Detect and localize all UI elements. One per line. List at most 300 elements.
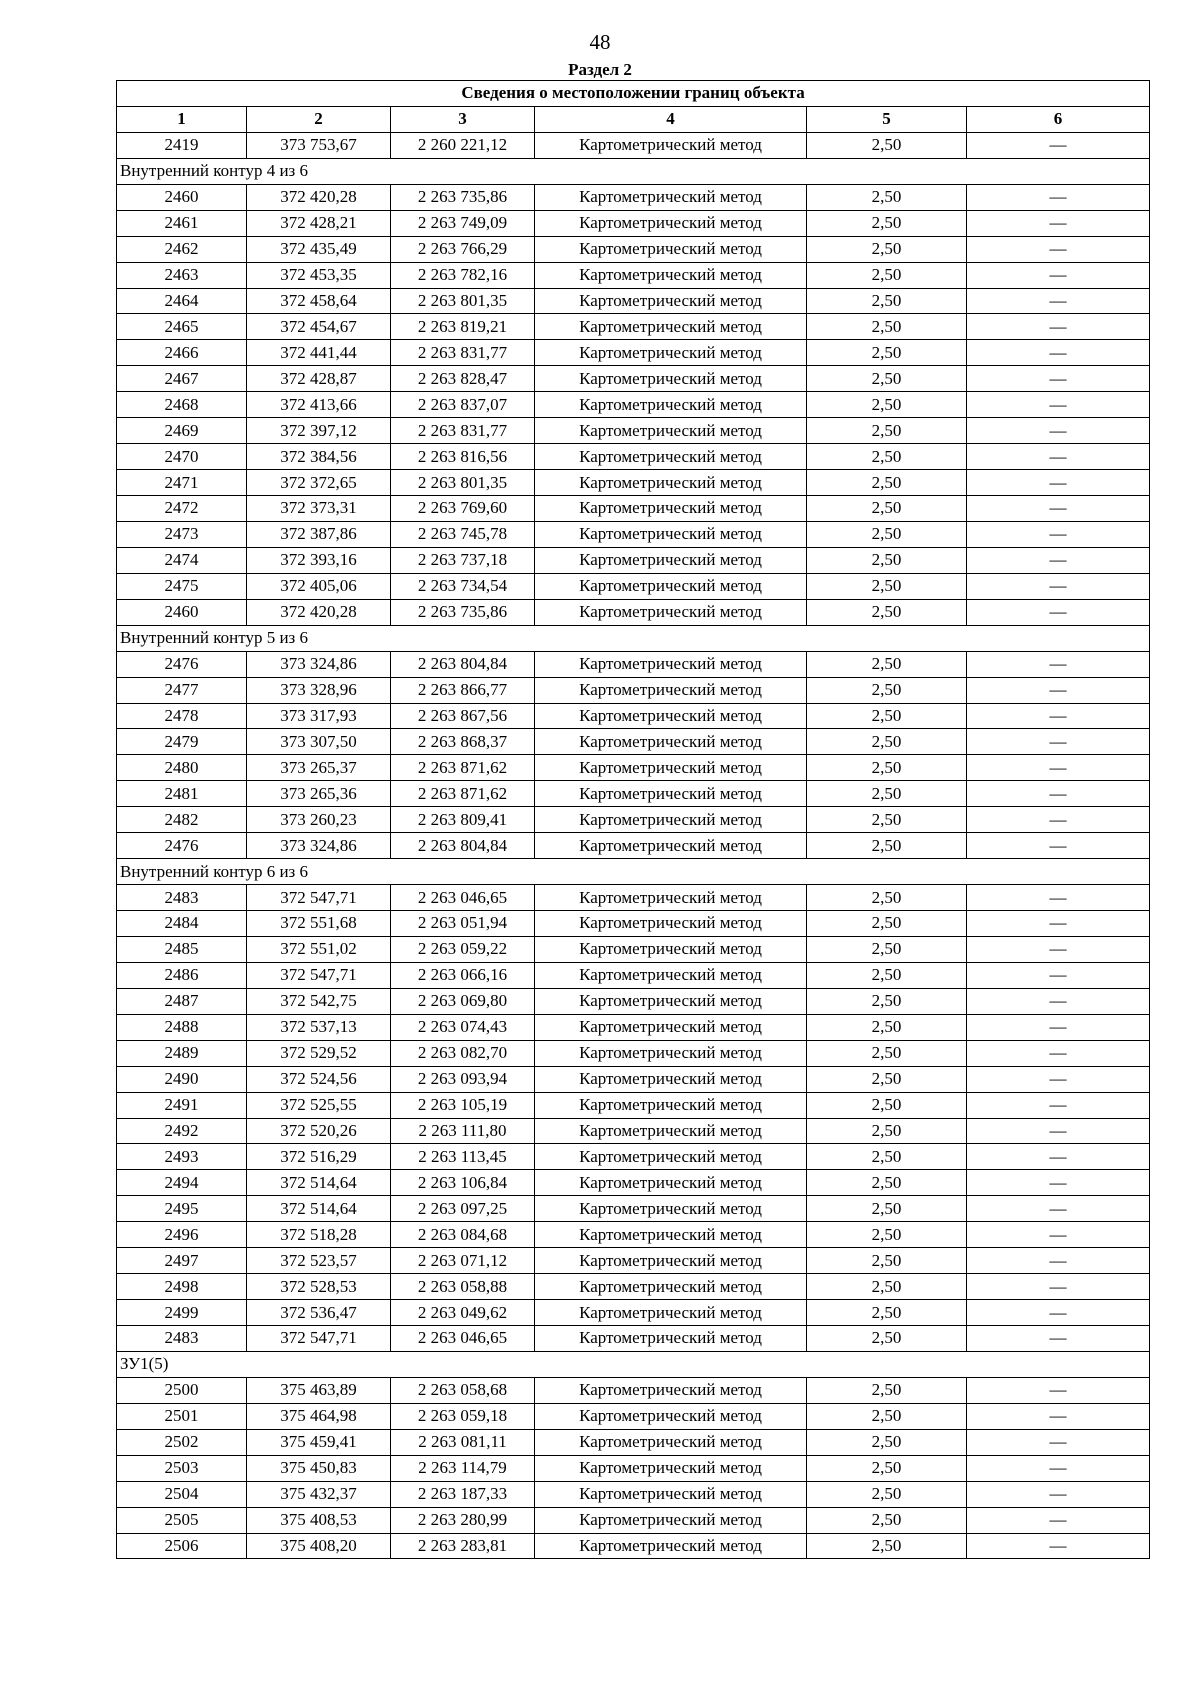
description-cell: — [967,521,1150,547]
point-number-cell: 2502 [117,1429,247,1455]
y-coordinate-cell: 2 260 221,12 [391,132,535,158]
table-row [117,1429,1150,1455]
table-caption-row [117,81,1150,107]
description-cell: — [967,470,1150,496]
y-coordinate-cell: 2 263 735,86 [391,184,535,210]
column-header: 5 [807,106,967,132]
accuracy-cell: 2,50 [807,470,967,496]
contour-group-label: Внутренний контур 6 из 6 [117,859,1150,885]
method-cell: Картометрический метод [535,1455,807,1481]
table-row [117,962,1150,988]
x-coordinate-cell: 372 393,16 [247,547,391,573]
x-coordinate-cell: 372 524,56 [247,1066,391,1092]
point-number-cell: 2464 [117,288,247,314]
x-coordinate-cell: 373 324,86 [247,833,391,859]
x-coordinate-cell: 372 514,64 [247,1196,391,1222]
y-coordinate-cell: 2 263 737,18 [391,547,535,573]
accuracy-cell: 2,50 [807,444,967,470]
point-number-cell: 2465 [117,314,247,340]
description-cell: — [967,444,1150,470]
method-cell: Картометрический метод [535,1429,807,1455]
y-coordinate-cell: 2 263 766,29 [391,236,535,262]
table-row [117,833,1150,859]
y-coordinate-cell: 2 263 114,79 [391,1455,535,1481]
table-row [117,132,1150,158]
contour-group-label: ЗУ1(5) [117,1351,1150,1377]
point-number-cell: 2505 [117,1507,247,1533]
y-coordinate-cell: 2 263 059,18 [391,1403,535,1429]
table-row [117,210,1150,236]
method-cell: Картометрический метод [535,340,807,366]
description-cell: — [967,1196,1150,1222]
description-cell: — [967,703,1150,729]
table-row [117,366,1150,392]
method-cell: Картометрический метод [535,444,807,470]
point-number-cell: 2491 [117,1092,247,1118]
y-coordinate-cell: 2 263 769,60 [391,496,535,522]
table-row [117,1248,1150,1274]
table-row [117,288,1150,314]
table-row [117,470,1150,496]
method-cell: Картометрический метод [535,1533,807,1559]
y-coordinate-cell: 2 263 819,21 [391,314,535,340]
method-cell: Картометрический метод [535,729,807,755]
table-row [117,807,1150,833]
method-cell: Картометрический метод [535,1274,807,1300]
table-row [117,1170,1150,1196]
method-cell: Картометрический метод [535,1118,807,1144]
y-coordinate-cell: 2 263 871,62 [391,781,535,807]
description-cell: — [967,236,1150,262]
accuracy-cell: 2,50 [807,755,967,781]
y-coordinate-cell: 2 263 113,45 [391,1144,535,1170]
x-coordinate-cell: 372 441,44 [247,340,391,366]
method-cell: Картометрический метод [535,677,807,703]
y-coordinate-cell: 2 263 093,94 [391,1066,535,1092]
accuracy-cell: 2,50 [807,1455,967,1481]
table-row [117,1274,1150,1300]
description-cell: — [967,1092,1150,1118]
description-cell: — [967,262,1150,288]
method-cell: Картометрический метод [535,833,807,859]
y-coordinate-cell: 2 263 831,77 [391,340,535,366]
accuracy-cell: 2,50 [807,547,967,573]
description-cell: — [967,288,1150,314]
table-row [117,1014,1150,1040]
point-number-cell: 2482 [117,807,247,833]
point-number-cell: 2468 [117,392,247,418]
x-coordinate-cell: 373 260,23 [247,807,391,833]
x-coordinate-cell: 375 432,37 [247,1481,391,1507]
accuracy-cell: 2,50 [807,885,967,911]
x-coordinate-cell: 372 529,52 [247,1040,391,1066]
x-coordinate-cell: 372 536,47 [247,1300,391,1326]
table-row [117,496,1150,522]
x-coordinate-cell: 373 753,67 [247,132,391,158]
y-coordinate-cell: 2 263 749,09 [391,210,535,236]
method-cell: Картометрический метод [535,184,807,210]
x-coordinate-cell: 372 547,71 [247,1326,391,1352]
description-cell: — [967,184,1150,210]
point-number-cell: 2478 [117,703,247,729]
table-header-row [117,106,1150,132]
table-row [117,1300,1150,1326]
y-coordinate-cell: 2 263 046,65 [391,1326,535,1352]
y-coordinate-cell: 2 263 082,70 [391,1040,535,1066]
point-number-cell: 2419 [117,132,247,158]
method-cell: Картометрический метод [535,885,807,911]
accuracy-cell: 2,50 [807,1066,967,1092]
description-cell: — [967,755,1150,781]
accuracy-cell: 2,50 [807,911,967,937]
description-cell: — [967,729,1150,755]
y-coordinate-cell: 2 263 081,11 [391,1429,535,1455]
accuracy-cell: 2,50 [807,1274,967,1300]
y-coordinate-cell: 2 263 071,12 [391,1248,535,1274]
x-coordinate-cell: 372 397,12 [247,418,391,444]
y-coordinate-cell: 2 263 816,56 [391,444,535,470]
y-coordinate-cell: 2 263 046,65 [391,885,535,911]
column-header: 1 [117,106,247,132]
y-coordinate-cell: 2 263 283,81 [391,1533,535,1559]
table-row [117,1222,1150,1248]
point-number-cell: 2477 [117,677,247,703]
method-cell: Картометрический метод [535,470,807,496]
point-number-cell: 2460 [117,599,247,625]
point-number-cell: 2496 [117,1222,247,1248]
method-cell: Картометрический метод [535,418,807,444]
y-coordinate-cell: 2 263 049,62 [391,1300,535,1326]
description-cell: — [967,392,1150,418]
accuracy-cell: 2,50 [807,288,967,314]
table-row [117,703,1150,729]
table-row [117,677,1150,703]
x-coordinate-cell: 372 547,71 [247,962,391,988]
contour-group-label: Внутренний контур 5 из 6 [117,625,1150,651]
description-cell: — [967,936,1150,962]
table-row [117,236,1150,262]
accuracy-cell: 2,50 [807,573,967,599]
table-row [117,573,1150,599]
description-cell: — [967,1040,1150,1066]
x-coordinate-cell: 372 428,87 [247,366,391,392]
column-header: 3 [391,106,535,132]
point-number-cell: 2461 [117,210,247,236]
table-row [117,262,1150,288]
description-cell: — [967,1533,1150,1559]
description-cell: — [967,988,1150,1014]
method-cell: Картометрический метод [535,1144,807,1170]
point-number-cell: 2490 [117,1066,247,1092]
method-cell: Картометрический метод [535,807,807,833]
table-row [117,1118,1150,1144]
accuracy-cell: 2,50 [807,599,967,625]
accuracy-cell: 2,50 [807,418,967,444]
description-cell: — [967,1403,1150,1429]
y-coordinate-cell: 2 263 059,22 [391,936,535,962]
description-cell: — [967,1066,1150,1092]
method-cell: Картометрический метод [535,392,807,418]
x-coordinate-cell: 372 547,71 [247,885,391,911]
method-cell: Картометрический метод [535,988,807,1014]
accuracy-cell: 2,50 [807,184,967,210]
y-coordinate-cell: 2 263 735,86 [391,599,535,625]
point-number-cell: 2492 [117,1118,247,1144]
y-coordinate-cell: 2 263 837,07 [391,392,535,418]
point-number-cell: 2499 [117,1300,247,1326]
method-cell: Картометрический метод [535,262,807,288]
description-cell: — [967,1248,1150,1274]
table-row [117,1533,1150,1559]
accuracy-cell: 2,50 [807,1326,967,1352]
x-coordinate-cell: 372 514,64 [247,1170,391,1196]
accuracy-cell: 2,50 [807,132,967,158]
accuracy-cell: 2,50 [807,1222,967,1248]
column-header: 6 [967,106,1150,132]
method-cell: Картометрический метод [535,1092,807,1118]
table-row [117,1403,1150,1429]
point-number-cell: 2504 [117,1481,247,1507]
description-cell: — [967,1274,1150,1300]
table-row [117,521,1150,547]
column-header: 2 [247,106,391,132]
accuracy-cell: 2,50 [807,807,967,833]
description-cell: — [967,418,1150,444]
description-cell: — [967,1118,1150,1144]
method-cell: Картометрический метод [535,496,807,522]
x-coordinate-cell: 372 528,53 [247,1274,391,1300]
accuracy-cell: 2,50 [807,262,967,288]
accuracy-cell: 2,50 [807,833,967,859]
method-cell: Картометрический метод [535,1196,807,1222]
section-title: Раздел 2 [568,60,632,79]
point-number-cell: 2473 [117,521,247,547]
x-coordinate-cell: 372 454,67 [247,314,391,340]
x-coordinate-cell: 375 459,41 [247,1429,391,1455]
method-cell: Картометрический метод [535,1170,807,1196]
table-row [117,885,1150,911]
method-cell: Картометрический метод [535,599,807,625]
description-cell: — [967,314,1150,340]
method-cell: Картометрический метод [535,236,807,262]
accuracy-cell: 2,50 [807,703,967,729]
description-cell: — [967,651,1150,677]
point-number-cell: 2469 [117,418,247,444]
point-number-cell: 2486 [117,962,247,988]
x-coordinate-cell: 375 408,53 [247,1507,391,1533]
x-coordinate-cell: 373 265,37 [247,755,391,781]
method-cell: Картометрический метод [535,573,807,599]
column-header: 4 [535,106,807,132]
accuracy-cell: 2,50 [807,1144,967,1170]
table-row [117,988,1150,1014]
accuracy-cell: 2,50 [807,366,967,392]
y-coordinate-cell: 2 263 801,35 [391,470,535,496]
point-number-cell: 2470 [117,444,247,470]
description-cell: — [967,496,1150,522]
point-number-cell: 2501 [117,1403,247,1429]
accuracy-cell: 2,50 [807,314,967,340]
table-row [117,1326,1150,1352]
y-coordinate-cell: 2 263 782,16 [391,262,535,288]
table-row [117,444,1150,470]
method-cell: Картометрический метод [535,1507,807,1533]
y-coordinate-cell: 2 263 868,37 [391,729,535,755]
y-coordinate-cell: 2 263 734,54 [391,573,535,599]
y-coordinate-cell: 2 263 804,84 [391,651,535,677]
method-cell: Картометрический метод [535,962,807,988]
table-row [117,755,1150,781]
accuracy-cell: 2,50 [807,936,967,962]
method-cell: Картометрический метод [535,936,807,962]
point-number-cell: 2474 [117,547,247,573]
table-row [117,1196,1150,1222]
accuracy-cell: 2,50 [807,496,967,522]
x-coordinate-cell: 375 450,83 [247,1455,391,1481]
x-coordinate-cell: 375 408,20 [247,1533,391,1559]
point-number-cell: 2479 [117,729,247,755]
x-coordinate-cell: 372 458,64 [247,288,391,314]
description-cell: — [967,911,1150,937]
contour-group-row [117,158,1150,184]
method-cell: Картометрический метод [535,1377,807,1403]
y-coordinate-cell: 2 263 084,68 [391,1222,535,1248]
x-coordinate-cell: 372 372,65 [247,470,391,496]
accuracy-cell: 2,50 [807,392,967,418]
table-row [117,651,1150,677]
x-coordinate-cell: 372 373,31 [247,496,391,522]
y-coordinate-cell: 2 263 058,68 [391,1377,535,1403]
table-row [117,418,1150,444]
description-cell: — [967,1377,1150,1403]
description-cell: — [967,1300,1150,1326]
description-cell: — [967,1507,1150,1533]
method-cell: Картометрический метод [535,1248,807,1274]
method-cell: Картометрический метод [535,911,807,937]
accuracy-cell: 2,50 [807,1118,967,1144]
description-cell: — [967,1014,1150,1040]
x-coordinate-cell: 373 328,96 [247,677,391,703]
x-coordinate-cell: 373 265,36 [247,781,391,807]
point-number-cell: 2503 [117,1455,247,1481]
contour-group-label: Внутренний контур 4 из 6 [117,158,1150,184]
y-coordinate-cell: 2 263 097,25 [391,1196,535,1222]
y-coordinate-cell: 2 263 804,84 [391,833,535,859]
table-row [117,547,1150,573]
table-body [117,81,1150,1559]
description-cell: — [967,833,1150,859]
point-number-cell: 2476 [117,651,247,677]
point-number-cell: 2506 [117,1533,247,1559]
point-number-cell: 2480 [117,755,247,781]
table-row [117,314,1150,340]
accuracy-cell: 2,50 [807,729,967,755]
y-coordinate-cell: 2 263 801,35 [391,288,535,314]
y-coordinate-cell: 2 263 058,88 [391,1274,535,1300]
x-coordinate-cell: 372 523,57 [247,1248,391,1274]
accuracy-cell: 2,50 [807,781,967,807]
y-coordinate-cell: 2 263 831,77 [391,418,535,444]
y-coordinate-cell: 2 263 867,56 [391,703,535,729]
table-row [117,1481,1150,1507]
x-coordinate-cell: 372 520,26 [247,1118,391,1144]
x-coordinate-cell: 373 307,50 [247,729,391,755]
description-cell: — [967,599,1150,625]
point-number-cell: 2489 [117,1040,247,1066]
method-cell: Картометрический метод [535,1326,807,1352]
description-cell: — [967,573,1150,599]
method-cell: Картометрический метод [535,1040,807,1066]
table-row [117,729,1150,755]
y-coordinate-cell: 2 263 828,47 [391,366,535,392]
point-number-cell: 2484 [117,911,247,937]
point-number-cell: 2462 [117,236,247,262]
y-coordinate-cell: 2 263 187,33 [391,1481,535,1507]
method-cell: Картометрический метод [535,1222,807,1248]
contour-group-row [117,859,1150,885]
y-coordinate-cell: 2 263 280,99 [391,1507,535,1533]
y-coordinate-cell: 2 263 106,84 [391,1170,535,1196]
y-coordinate-cell: 2 263 105,19 [391,1092,535,1118]
accuracy-cell: 2,50 [807,521,967,547]
x-coordinate-cell: 375 463,89 [247,1377,391,1403]
table-row [117,340,1150,366]
table-row [117,1040,1150,1066]
y-coordinate-cell: 2 263 866,77 [391,677,535,703]
x-coordinate-cell: 372 420,28 [247,184,391,210]
accuracy-cell: 2,50 [807,210,967,236]
table-row [117,1455,1150,1481]
accuracy-cell: 2,50 [807,1248,967,1274]
method-cell: Картометрический метод [535,1403,807,1429]
method-cell: Картометрический метод [535,703,807,729]
point-number-cell: 2463 [117,262,247,288]
description-cell: — [967,885,1150,911]
accuracy-cell: 2,50 [807,962,967,988]
accuracy-cell: 2,50 [807,1481,967,1507]
description-cell: — [967,340,1150,366]
method-cell: Картометрический метод [535,521,807,547]
x-coordinate-cell: 372 435,49 [247,236,391,262]
description-cell: — [967,807,1150,833]
point-number-cell: 2498 [117,1274,247,1300]
accuracy-cell: 2,50 [807,1429,967,1455]
contour-group-row [117,625,1150,651]
x-coordinate-cell: 372 551,68 [247,911,391,937]
point-number-cell: 2466 [117,340,247,366]
point-number-cell: 2485 [117,936,247,962]
description-cell: — [967,962,1150,988]
accuracy-cell: 2,50 [807,677,967,703]
point-number-cell: 2476 [117,833,247,859]
table-row [117,184,1150,210]
y-coordinate-cell: 2 263 111,80 [391,1118,535,1144]
contour-group-row [117,1351,1150,1377]
table-row [117,936,1150,962]
x-coordinate-cell: 372 387,86 [247,521,391,547]
y-coordinate-cell: 2 263 066,16 [391,962,535,988]
x-coordinate-cell: 372 420,28 [247,599,391,625]
method-cell: Картометрический метод [535,651,807,677]
description-cell: — [967,1144,1150,1170]
x-coordinate-cell: 372 413,66 [247,392,391,418]
y-coordinate-cell: 2 263 074,43 [391,1014,535,1040]
table-row [117,1377,1150,1403]
point-number-cell: 2495 [117,1196,247,1222]
description-cell: — [967,132,1150,158]
description-cell: — [967,1455,1150,1481]
x-coordinate-cell: 372 384,56 [247,444,391,470]
